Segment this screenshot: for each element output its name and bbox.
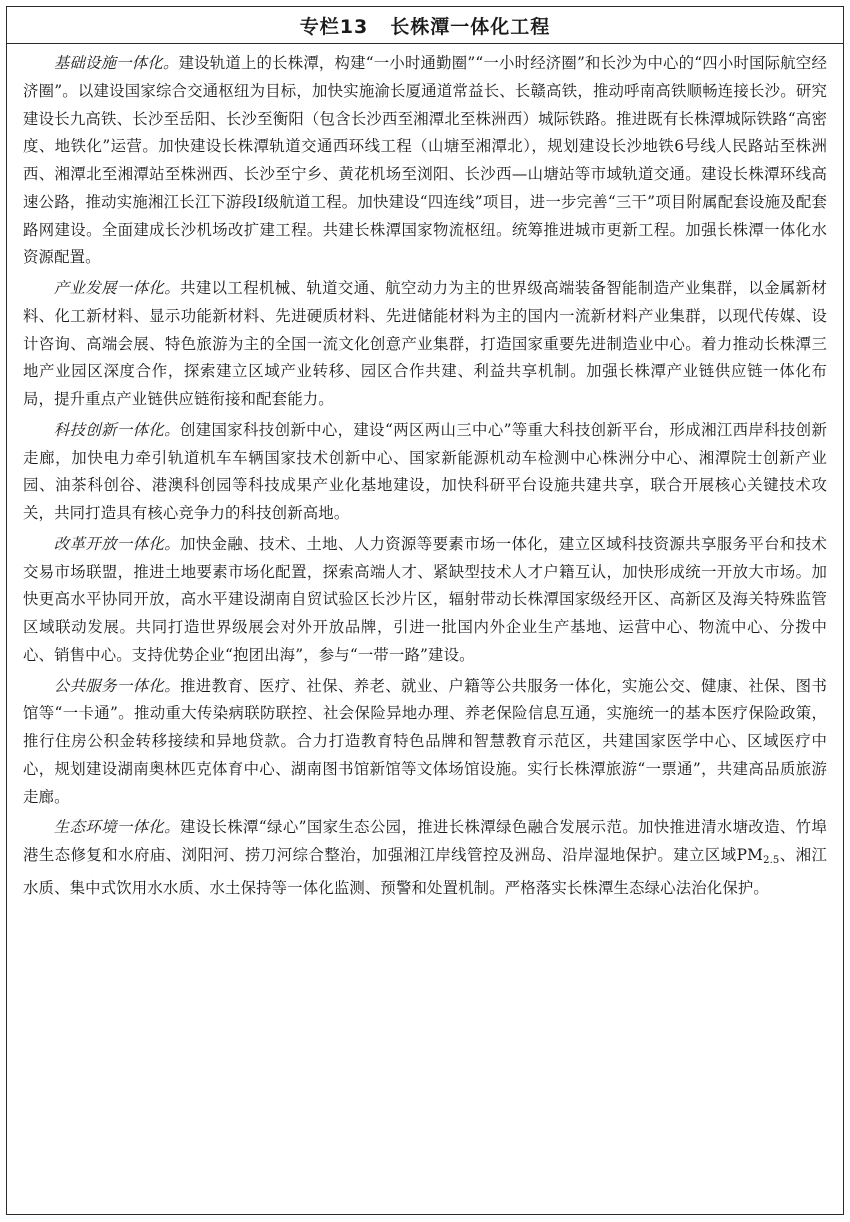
box-title — [7, 7, 843, 44]
paragraph-body: 建设轨道上的长株潭，构建“一小时通勤圈”“一小时经济圈”和长沙为中心的“四小时国际航空经济圈”。以建设国家综合交通枢纽为目标，加快实施渝长厦通道常益长、长赣高铁，推动呼南高铁顺畅连接长沙。研究建设长九高铁、长沙至岳阳、长沙至衡阳（包含长沙西至湘潭北至株洲西）城际铁路。推进既有长株潭城际铁路“高密度、地铁化”运营。加快建设长株潭轨道交通西环线工程（山塘至湘潭北），规划建设长沙地铁6号线人民路站至株洲西、湘潭北至湘潭站至株洲西、长沙至宁乡、黄花机场至浏阳、长沙西—山塘站等市域轨道交通。建设长株潭环线高速公路，推动实施湘江长江下游段Ⅰ级航道工程。加快建设“四连线”项目，进一步完善“三干”项目附属配套设施及配套路网建设。全面建成长沙机场改扩建工程。共建长株潭国家物流枢纽。统筹推进城市更新工程。加强长株潭一体化水资源配置。 — [23, 54, 827, 267]
paragraph-technology — [23, 417, 827, 528]
paragraph-lead: 科技创新一体化。 — [53, 420, 180, 439]
pm-subscript: 2.5 — [763, 855, 780, 866]
paragraph-body-part-1: 建设长株潭“绿心”国家生态公园，推进长株潭绿色融合发展示范。加快推进清水塘改造、竹埠港生态修复和水府庙、浏阳河、捞刀河综合整治，加强湘江岸线管控及洲岛、沿岸湿地保护。建立区域PM — [23, 818, 827, 864]
paragraph-lead: 基础设施一体化。 — [53, 54, 179, 72]
paragraph-body: 创建国家科技创新中心，建设“两区两山三中心”等重大科技创新平台，形成湘江西岸科技创新走廊，加快电力牵引轨道机车车辆国家技术创新中心、国家新能源机动车检测中心株洲分中心、湘潭院士创新产业园、油茶科创谷、港澳科创园等科技成果产业化基地建设，加快科研平台设施共建共享，联合开展核心关键技术攻关，共同打造具有核心竞争力的科技创新高地。 — [23, 420, 827, 522]
paragraph-industry — [23, 275, 827, 414]
paragraph-lead: 产业发展一体化。 — [53, 279, 181, 297]
paragraph-infrastructure — [23, 50, 827, 272]
paragraph-body: 加快金融、技术、土地、人力资源等要素市场一体化，建立区域科技资源共享服务平台和技术交易市场联盟，推进土地要素市场化配置，探索高端人才、紧缺型技术人才户籍互认，加快形成统一开放大市场。加快更高水平协同开放，高水平建设湖南自贸试验区长沙片区，辐射带动长株潭国家级经开区、高新区及海关特殊监管区域联动发展。共同打造世界级展会对外开放品牌，引进一批国内外企业生产基地、运营中心、物流中心、分拨中心、销售中心。支持优势企业“抱团出海”，参与“一带一路”建设。 — [23, 534, 827, 664]
paragraph-reform — [23, 531, 827, 670]
paragraph-body: 共建以工程机械、轨道交通、航空动力为主的世界级高端装备智能制造产业集群，以金属新材料、化工新材料、显示功能新材料、先进硬质材料、先进储能材料为主的国内一流新材料产业集群，以现代传媒、设计咨询、高端会展、特色旅游为主的全国一流文化创意产业集群，打造国家重要先进制造业中心。着力推动长株潭三地产业园区深度合作，探索建立区域产业转移、园区合作共建、利益共享机制。加强长株潭产业链供应链一体化布局，提升重点产业链供应链衔接和配套能力。 — [23, 279, 827, 408]
paragraph-body: 推进教育、医疗、社保、养老、就业、户籍等公共服务一体化，实施公交、健康、社保、图书馆等“一卡通”。推动重大传染病联防联控、社会保险异地办理、养老保险信息互通，实施统一的基本医疗保险政策，推行住房公积金转移接续和异地贷款。合力打造教育特色品牌和智慧教育示范区，共建国家医学中心、区域医疗中心，规划建设湖南奥林匹克体育中心、湖南图书馆新馆等文体场馆设施。实行长株潭旅游“一票通”，共建高品质旅游走廊。 — [23, 676, 827, 806]
feature-box — [6, 6, 844, 1215]
paragraph-ecology — [23, 814, 827, 902]
paragraph-lead: 生态环境一体化。 — [53, 818, 180, 837]
paragraph-public-service — [23, 673, 827, 812]
box-content — [7, 44, 843, 903]
paragraph-body-part-2: 、湘江水质、集中式饮用水水质、水土保持等一体化监测、预警和处置机制。严格落实长株潭生态绿心法治化保护。 — [23, 846, 827, 897]
paragraph-lead: 公共服务一体化。 — [53, 676, 181, 695]
box-title-number: 专栏13 — [299, 15, 369, 38]
paragraph-lead: 改革开放一体化。 — [53, 534, 181, 553]
box-title-text: 长株潭一体化工程 — [390, 15, 551, 38]
